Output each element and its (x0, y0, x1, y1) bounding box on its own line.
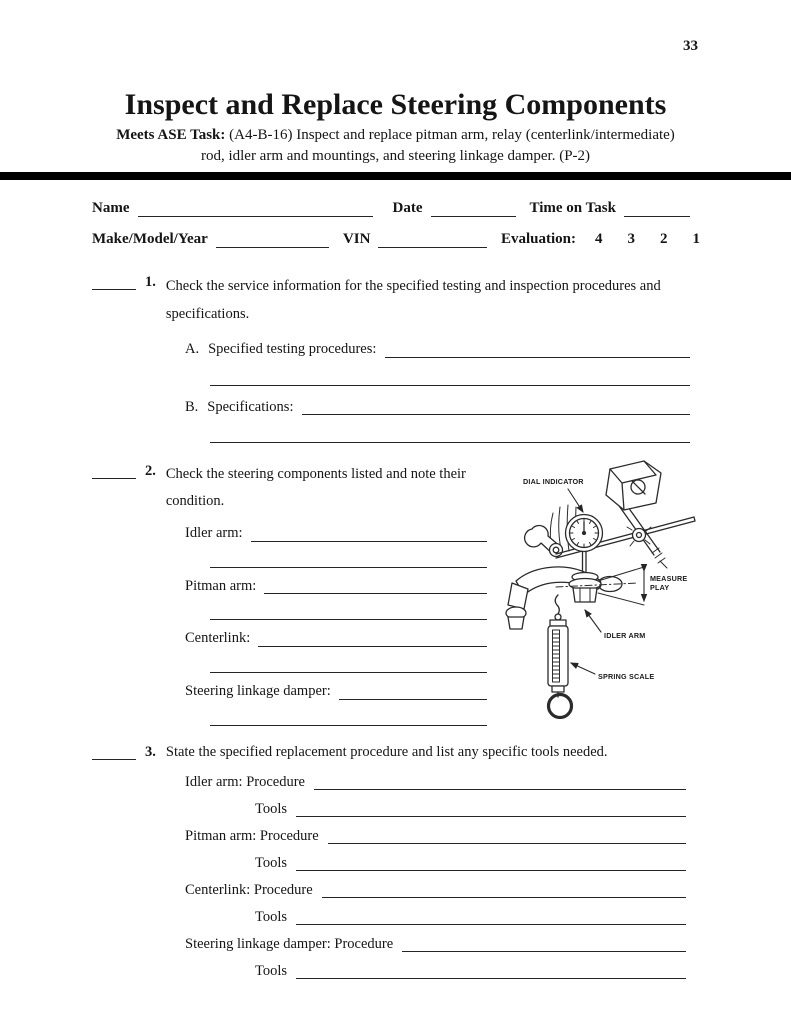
steering-linkage-damper-blank-2[interactable] (210, 710, 487, 726)
testing-procedures-blank[interactable] (385, 342, 690, 358)
pitman-arm-tools-blank[interactable] (296, 855, 686, 871)
pitman-arm-procedure-label: Pitman arm: Procedure (185, 827, 319, 844)
steering-linkage-figure (498, 457, 746, 719)
task-1-sub-a (185, 341, 700, 358)
idler-arm-label: Idler arm: (185, 525, 243, 541)
ase-task-text-line1: (A4-B-16) Inspect and replace pitman arm, relay (centerlink/intermediate) (229, 127, 675, 143)
sub-a-letter: A. (185, 341, 200, 358)
ase-task-subtitle (0, 125, 791, 167)
steering-linkage-damper-procedure-blank[interactable] (402, 936, 686, 952)
steering-linkage-damper-label: Steering linkage damper: (185, 683, 331, 700)
evaluation-score-4[interactable]: 4 (595, 230, 603, 247)
field-centerlink-continuation (210, 657, 487, 673)
task-1 (92, 272, 700, 444)
task-3-text: State the specified replacement procedure and list any specific tools needed. (165, 743, 608, 760)
idler-arm-figure-label: IDLER ARM (604, 631, 646, 641)
task-2 (92, 461, 700, 725)
task-1-check-blank[interactable] (92, 275, 136, 290)
evaluation-score-3[interactable]: 3 (627, 230, 635, 247)
dial-indicator-gauge (566, 515, 603, 574)
make-model-year-field-blank[interactable] (216, 232, 329, 248)
meets-ase-task-label: Meets ASE Task: (116, 127, 226, 143)
field-idler-arm-continuation (210, 552, 487, 568)
centerlink-tools-row (185, 906, 686, 925)
centerlink-procedure-label: Centerlink: Procedure (185, 881, 313, 898)
masthead (0, 88, 791, 167)
task-2-check-blank[interactable] (92, 464, 136, 479)
testing-procedures-blank-2[interactable] (210, 370, 690, 386)
measure-play-label-line1: MEASURE (650, 574, 688, 584)
steering-linkage-illustration (498, 457, 746, 719)
idler-arm-tools-label: Tools (255, 800, 288, 817)
task-1-sub-b (185, 399, 700, 416)
pitman-arm-procedure-blank[interactable] (328, 828, 686, 844)
steering-linkage-damper-procedure-row (185, 933, 686, 952)
field-pitman-arm (185, 578, 487, 595)
idler-arm-procedure-label: Idler arm: Procedure (185, 773, 305, 790)
centerlink-label: Centerlink: (185, 630, 251, 647)
dial-indicator-label: DIAL INDICATOR (523, 477, 584, 487)
ase-task-text-line2: rod, idler arm and mountings, and steering linkage damper. (P-2) (200, 148, 591, 164)
vin-field-blank[interactable] (378, 232, 487, 248)
info-row-2 (92, 231, 700, 248)
pitman-arm-tools-row (185, 852, 686, 871)
specifications-blank[interactable] (302, 399, 690, 415)
task-3-number: 3. (145, 743, 156, 760)
idler-arm-tools-row (185, 798, 686, 817)
pitman-arm-blank-2[interactable] (210, 604, 487, 620)
idler-arm-procedure-blank[interactable] (314, 774, 686, 790)
idler-arm-blank[interactable] (251, 526, 487, 542)
page-number: 33 (683, 38, 698, 54)
sub-b-letter: B. (185, 398, 199, 415)
clamp-block (606, 461, 661, 510)
task-3-groups (185, 771, 700, 979)
task-1-text: Check the service information for the specified testing and inspection procedures and specifications. (165, 277, 661, 322)
task-3-check-blank[interactable] (92, 745, 136, 760)
field-idler-arm (185, 525, 487, 542)
field-steering-linkage-damper (185, 683, 487, 700)
spring-scale-label: SPRING SCALE (598, 672, 655, 682)
page-title: Inspect and Replace Steering Components (124, 88, 667, 121)
spring-scale (548, 595, 572, 718)
name-label: Name (92, 200, 130, 216)
pitman-arm-tools-label: Tools (255, 854, 288, 871)
rod-clamp-knob (627, 527, 651, 546)
evaluation-score-1[interactable]: 1 (692, 230, 700, 247)
centerlink-blank-2[interactable] (210, 657, 487, 673)
task-1-number: 1. (145, 273, 156, 290)
info-row-1 (92, 200, 700, 217)
task-2-number: 2. (145, 463, 156, 480)
centerlink-procedure-row (185, 879, 686, 898)
date-field-blank[interactable] (431, 201, 516, 217)
vin-label: VIN (342, 231, 371, 247)
idler-arm-blank-2[interactable] (210, 552, 487, 568)
task-1-head (92, 272, 700, 329)
steering-linkage-damper-tools-row (185, 960, 686, 979)
steering-linkage-damper-procedure-label: Steering linkage damper: Procedure (185, 935, 394, 952)
field-steering-linkage-damper-continuation (210, 710, 487, 726)
measure-play-label-line2: PLAY (650, 583, 670, 593)
make-model-year-label: Make/Model/Year (92, 231, 208, 247)
task-2-fields (185, 525, 487, 726)
specifications-blank-2[interactable] (210, 427, 690, 443)
time-on-task-field-blank[interactable] (624, 201, 690, 217)
sub-a-text: Specified testing procedures: (208, 341, 377, 358)
pitman-arm-blank[interactable] (264, 578, 487, 594)
centerlink-blank[interactable] (258, 631, 487, 647)
centerlink-tools-blank[interactable] (296, 909, 686, 925)
task-2-text: Check the steering components listed and note their condition. (165, 466, 466, 510)
divider-rule (0, 172, 791, 180)
task-3 (92, 742, 700, 980)
wrench (525, 526, 563, 557)
steering-linkage-damper-blank[interactable] (339, 684, 487, 700)
task-1-sub-a-continuation (210, 370, 700, 386)
time-on-task-label: Time on Task (529, 200, 616, 216)
name-field-blank[interactable] (138, 201, 373, 217)
evaluation-score-2[interactable]: 2 (660, 230, 668, 247)
field-pitman-arm-continuation (210, 604, 487, 620)
task-3-head (92, 742, 700, 764)
idler-arm-tools-blank[interactable] (296, 801, 686, 817)
steering-linkage-damper-tools-label: Tools (255, 962, 288, 979)
steering-linkage-damper-tools-blank[interactable] (296, 963, 686, 979)
centerlink-tools-label: Tools (255, 908, 288, 925)
evaluation-label: Evaluation: (500, 231, 576, 247)
pitman-arm-label: Pitman arm: (185, 577, 257, 594)
idler-arm-procedure-row (185, 771, 686, 790)
pitman-arm-procedure-row (185, 825, 686, 844)
sub-b-text: Specifications: (207, 398, 294, 415)
task-1-sub-b-continuation (210, 427, 700, 443)
gauge-stem (583, 552, 587, 574)
form-body (92, 200, 700, 979)
field-centerlink (185, 630, 487, 647)
date-label: Date (392, 200, 423, 216)
centerlink-procedure-blank[interactable] (322, 882, 686, 898)
